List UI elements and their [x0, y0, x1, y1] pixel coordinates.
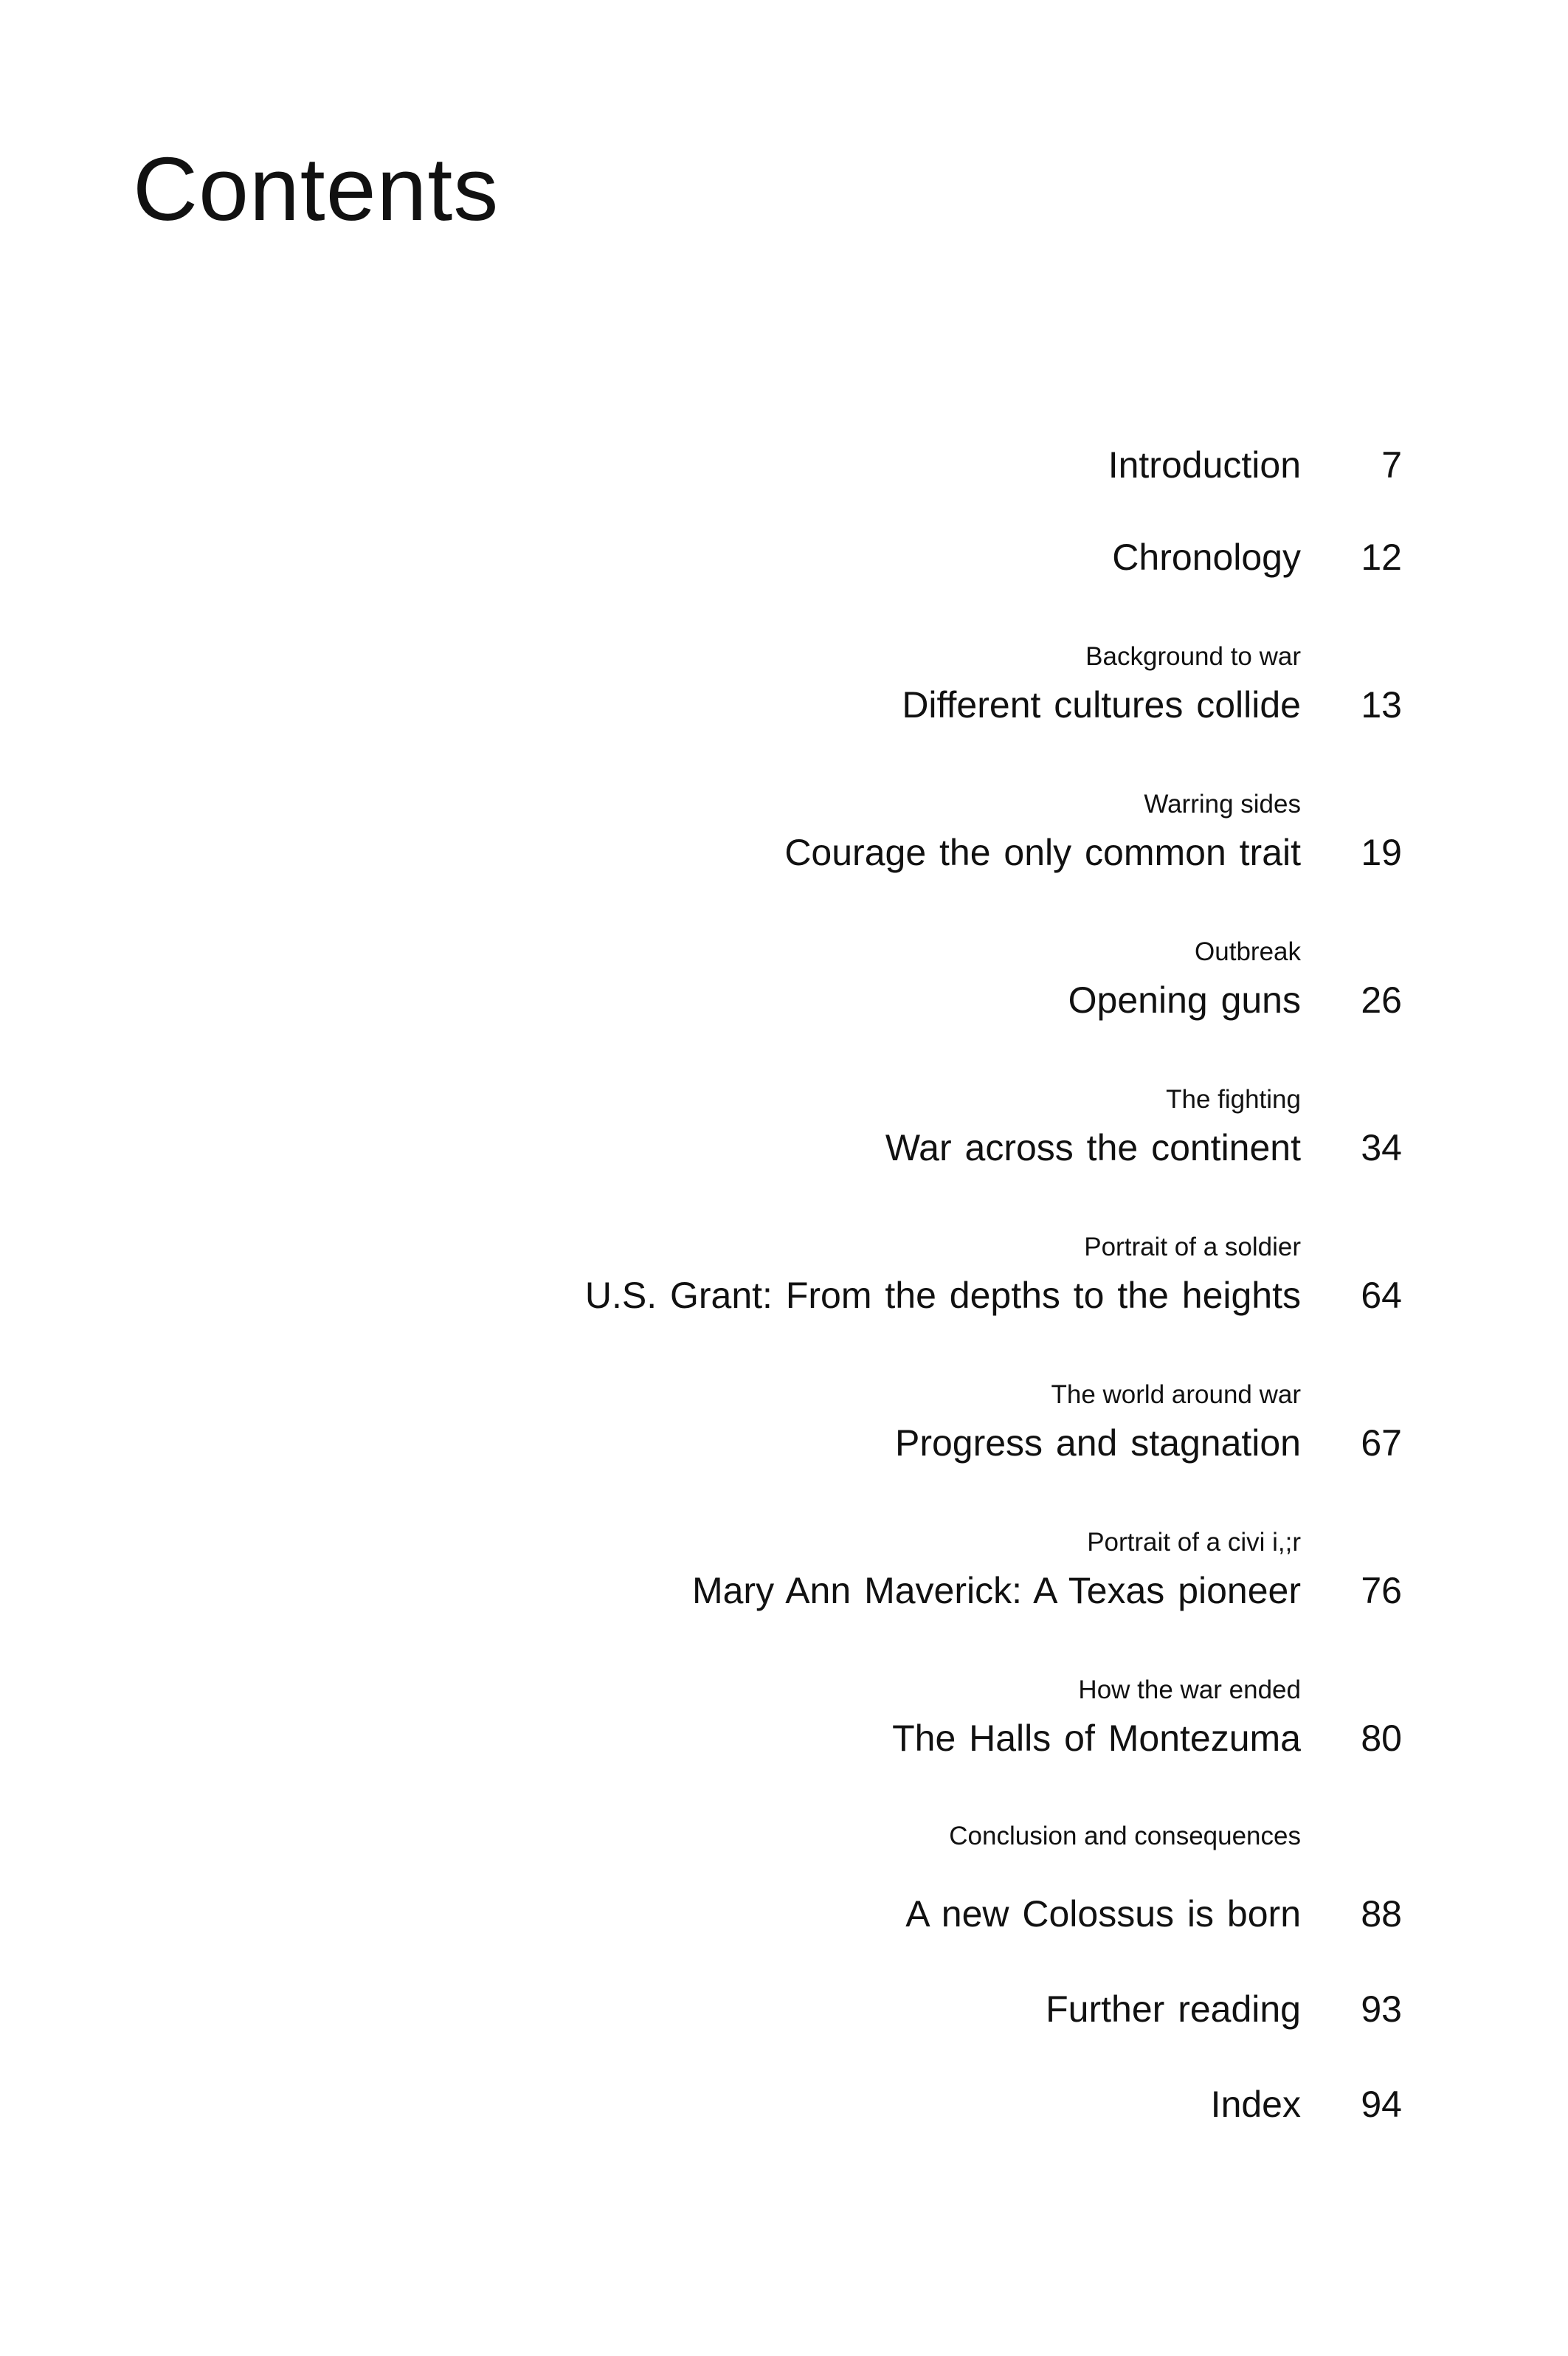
toc-section-label: The fighting	[1166, 1085, 1301, 1114]
toc-entry-title[interactable]: Different cultures collide	[902, 684, 1301, 726]
toc-entry-page[interactable]: 76	[1361, 1570, 1402, 1611]
toc-entry-page[interactable]: 64	[1361, 1275, 1402, 1316]
toc-entry-page[interactable]: 67	[1361, 1422, 1402, 1464]
toc-entry-chronology-page[interactable]: 12	[1361, 537, 1402, 578]
toc-entry-page[interactable]: 34	[1361, 1127, 1402, 1168]
toc-entry-introduction-title[interactable]: Introduction	[1108, 444, 1301, 486]
toc-section-label: Portrait of a soldier	[1084, 1233, 1301, 1261]
toc-entry-introduction-page[interactable]: 7	[1381, 444, 1402, 486]
toc-entry-title[interactable]: U.S. Grant: From the depths to the heights	[584, 1275, 1301, 1316]
toc-entry-title[interactable]: The Halls of Montezuma	[892, 1718, 1301, 1759]
toc-entry-title[interactable]: Mary Ann Maverick: A Texas pioneer	[691, 1570, 1301, 1611]
toc-entry-page[interactable]: 26	[1361, 979, 1402, 1021]
toc-entry-page[interactable]: 88	[1361, 1893, 1402, 1935]
toc-section-label: The world around war	[1051, 1380, 1301, 1409]
toc-entry-chronology-title[interactable]: Chronology	[1112, 537, 1301, 578]
toc-entry-title[interactable]: War across the continent	[885, 1127, 1301, 1168]
toc-entry-title[interactable]: A new Colossus is born	[905, 1893, 1301, 1935]
toc-entry-further-reading-page[interactable]: 93	[1361, 1988, 1402, 2030]
page-title: Contents	[133, 139, 500, 239]
toc-section-label: How the war ended	[1078, 1675, 1301, 1704]
toc-entry-index-title[interactable]: Index	[1210, 2084, 1301, 2125]
toc-entry-page[interactable]: 19	[1361, 832, 1402, 873]
toc-section-label: Conclusion and consequences	[949, 1822, 1301, 1850]
toc-entry-page[interactable]: 13	[1361, 684, 1402, 726]
toc-section-label: Background to war	[1085, 642, 1301, 671]
toc-entry-title[interactable]: Opening guns	[1068, 979, 1301, 1021]
toc-section-label: Outbreak	[1195, 937, 1301, 966]
toc-entry-index-page[interactable]: 94	[1361, 2084, 1402, 2125]
toc-entry-title[interactable]: Progress and stagnation	[894, 1422, 1301, 1464]
toc-entry-title[interactable]: Courage the only common trait	[784, 832, 1301, 873]
toc-entry-page[interactable]: 80	[1361, 1718, 1402, 1759]
toc-entry-further-reading-title[interactable]: Further reading	[1046, 1988, 1301, 2030]
toc-section-label: Warring sides	[1144, 790, 1301, 819]
toc-section-label: Portrait of a civi i,;r	[1087, 1528, 1301, 1557]
